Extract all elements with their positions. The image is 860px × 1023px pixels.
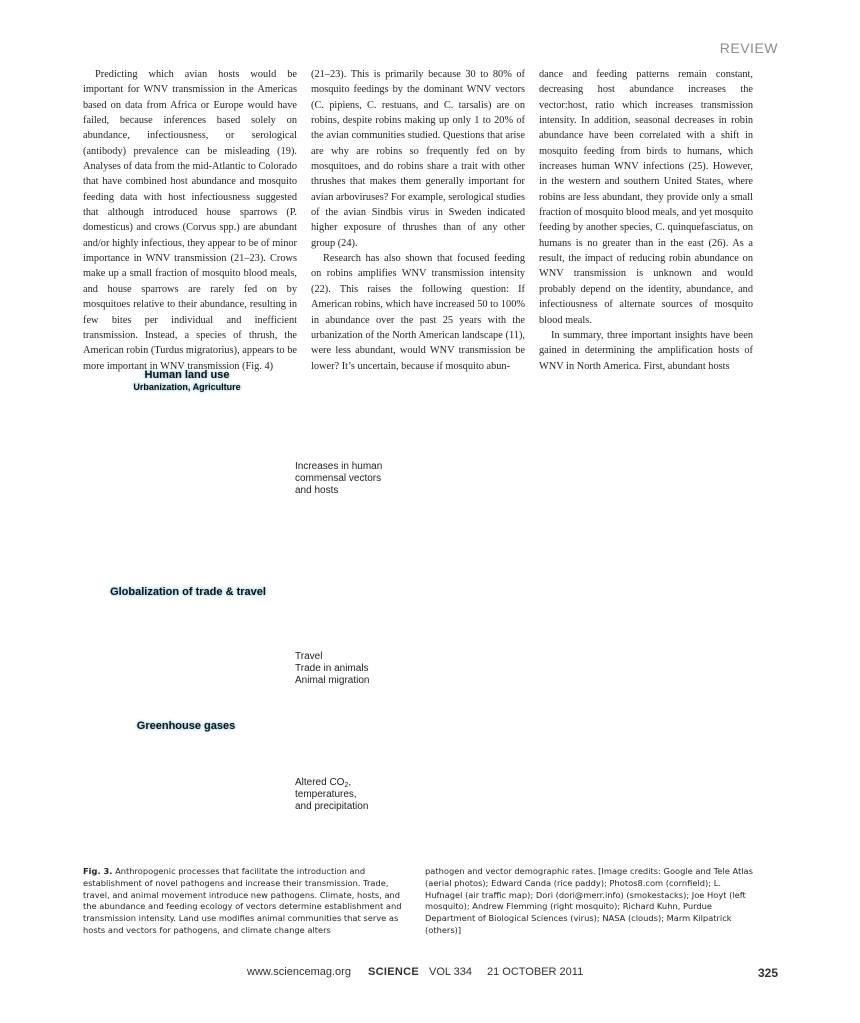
figure-note-line: Travel (295, 651, 323, 662)
caption-column-left (83, 866, 415, 937)
page-footer (0, 966, 860, 982)
caption-label: Fig. 3. (83, 866, 113, 876)
figure-note-line: commensal vectors (295, 473, 382, 484)
figure-label-title: Human land use (144, 369, 230, 381)
figure-note-line: Trade in animals (295, 663, 369, 674)
footer-date: 21 OCTOBER 2011 (487, 966, 584, 978)
figure-note-line: temperatures, (295, 789, 357, 800)
page-number: 325 (757, 966, 778, 980)
figure-label-greenhouse-gases: Greenhouse gases (136, 720, 236, 732)
text-column-1 (83, 67, 297, 374)
section-label: REVIEW (719, 40, 778, 56)
paragraph: Research has also shown that focused feeding on robins amplifies WNV transmission intensity (22). This raises the following question: If American robins, which have increased 50 to 100% in abundance over the past 25 years with the urbanization of the North American landscape (11), were less abundant, would WNV transmission be lower? It’s uncertain, because if mosquito abun- (311, 253, 525, 372)
footer-url[interactable]: www.sciencemag.org (247, 966, 351, 978)
figure-label-globalization: Globalization of trade & travel (110, 586, 266, 598)
figure-label-human-land-use (128, 369, 246, 393)
paragraph: dance and feeding patterns remain constant, decreasing host abundance increases the vector:host, ratio which increases transmission intensity. In addition, seasonal decreases in robin abundance have been correlated with a shift in mosquito feeding from birds to humans, which increases human WNV infections (25). However, in the western and southern United States, where robins are less abundant, they provide only a small fraction of mosquito blood meals, and yet mosquito feeding by another species, C. quinquefasciatus, on humans is no greater than in the east (26). As a result, the impact of reducing robin abundance on WNV transmission is unknown and would probably depend on the identity, abundance, and infectiousness of alternate sources of mosquito blood meals. (539, 69, 753, 326)
paragraph: (21–23). This is primarily because 30 to 80% of mosquito feedings by the dominant WNV vectors (C. pipiens, C. restuans, and C. tarsalis) are on robins, despite robins making up only 1 to 20% of the avian communities studied. Questions that arise are why are robins so frequently fed on by mosquitoes, and do robins share a trait with other thrushes that makes them generally important for avian arboviruses? For example, serological studies of the avian Sindbis virus in Sweden indicated higher exposure of thrushes than of any other group (24). (311, 69, 525, 249)
article-body (83, 67, 753, 372)
figure-note-greenhouse (295, 777, 435, 813)
caption-column-right: pathogen and vector demographic rates. [Image credits: Google and Tele Atlas (aerial photos); Edward Canda (rice paddy); Photos8.com (cornfield); L. Hufnagel (air traffic map); Dori (dori@merr.info) (smokestacks); Joe Hoyt (left mosquito); Andrew Flemming (right mosquito); Richard Kuhn, Purdue Department of Biological Sciences (virus); NASA (clouds); Marm Kilpatrick (others)] (425, 866, 753, 935)
caption-text: Anthropogenic processes that facilitate the introduction and establishment of novel pathogens and increase their transmission. Trade, travel, and animal movement introduce new pathogens. Climate, hosts, and the abundance and feeding ecology of vectors determine establishment and transmission intensity. Land use modifies animal communities that serve as hosts and vectors for pathogens, and climate change alters (83, 866, 402, 935)
text-column-2 (311, 67, 525, 374)
paragraph: Predicting which avian hosts would be important for WNV transmission in the Americas based on data from Africa or Europe would have failed, because inferences based solely on abundance, infectiousness, or serological (antibody) prevalence can be misleading (19). Analyses of data from the mid-Atlantic to Colorado that have combined host abundance and mosquito feeding data with host infectiousness suggested that although introduced house sparrows (P. domesticus) and crows (Corvus spp.) are abundant and/or highly infectious, they appear to be of minor importance in WNV transmission (21–23). Crows make up a small fraction of mosquito blood meals, and house sparrows are rarely fed on by mosquitoes relative to their abundance, resulting in few bites per individual and inefficient transmission. Instead, a species of thrush, the American robin (Turdus migratorius), appears to be more important in WNV transmission (Fig. 4) (83, 69, 298, 372)
paragraph: In summary, three important insights have been gained in determining the amplification hosts of WNV in North America. First, abundant hosts (539, 329, 753, 372)
figure-note-line: Increases in human (295, 461, 383, 472)
footer-journal: SCIENCE (368, 966, 419, 978)
text-column-3 (539, 67, 753, 374)
figure-note-line: and hosts (295, 485, 339, 496)
figure-note-globalization (295, 651, 435, 687)
figure-note-line: and precipitation (295, 801, 369, 812)
figure-note-line: Altered $CO_2$, (295, 777, 352, 789)
figure-note-line: Animal migration (295, 675, 370, 686)
figure-label-subtitle: Urbanization, Agriculture (133, 382, 241, 392)
figure-caption (83, 866, 753, 946)
figure-note-human (295, 461, 435, 497)
footer-volume: VOL 334 (429, 966, 473, 978)
